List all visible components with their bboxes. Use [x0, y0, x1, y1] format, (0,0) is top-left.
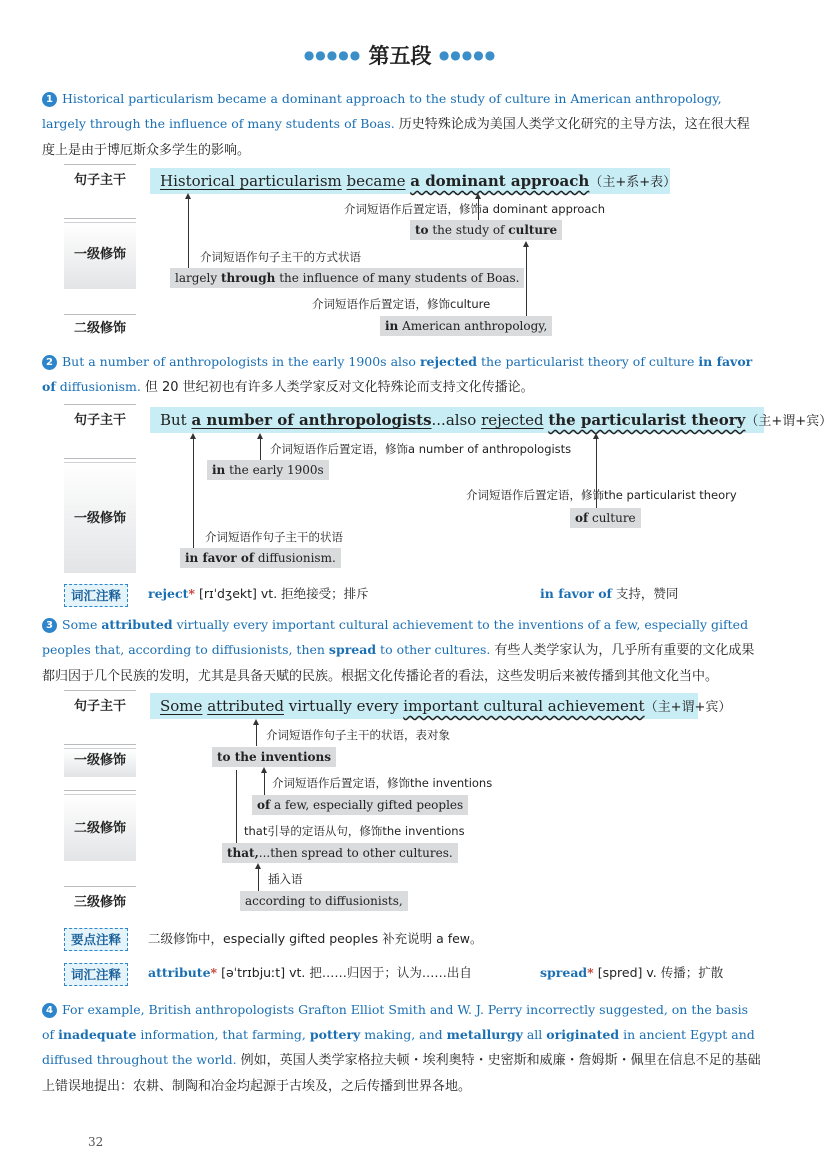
box-keyword: of [575, 511, 589, 525]
box-keyword: in [212, 463, 226, 477]
arrow-icon [253, 719, 259, 725]
modifier-box-c [180, 548, 341, 568]
vocab-phonetic: [əˈtrɪbjuːt] [221, 965, 286, 980]
paragraph-translation: 历史特殊论成为美国人类学文化研究的主导方法，这在很大程度上是由于博厄斯众多学生的影响。 [42, 117, 750, 158]
label-divider [64, 886, 136, 887]
vocab-definition: 支持，赞同 [615, 586, 679, 601]
note-a: 介词短语作后置定语，修饰a number of anthropologists [270, 442, 572, 456]
vocab-definition: v. 传播；扩散 [646, 965, 724, 980]
vocab-phonetic: [rɪˈdʒekt] [198, 586, 257, 601]
paragraph-english: in ancient Egypt and diffused throughout the world. [42, 1027, 755, 1067]
note-c: that引导的定语从句，修饰the inventions [244, 824, 465, 838]
note-b: 介词短语作句子主干的方式状语 [200, 250, 361, 264]
vocab-definition: vt. 把……归因于；认为……出自 [289, 965, 472, 980]
paragraph-number: 3 [42, 618, 57, 633]
paragraph-number: 1 [42, 92, 57, 107]
arrow-icon [475, 193, 481, 199]
main-verb: became [346, 172, 406, 190]
box-text: the influence of many students of Boas. [275, 271, 520, 285]
paragraph-english: to other cultures. [376, 642, 495, 657]
box-keyword: that, [227, 846, 259, 860]
box-keyword: to [415, 223, 429, 237]
vocab-entry-spread [540, 963, 723, 983]
note-b: 介词短语作后置定语，修饰the inventions [272, 776, 493, 790]
vocab-word: reject [148, 586, 189, 601]
note-c: 介词短语作句子主干的状语 [205, 530, 343, 544]
arrow-icon [255, 863, 261, 869]
modifier-box-a [207, 460, 329, 480]
arrow-icon [185, 193, 191, 199]
main-clause [160, 693, 731, 721]
label-level-1: 一级修饰 [73, 753, 126, 768]
main-structure-note: （主+谓+宾） [644, 700, 732, 715]
label-main-clause: 句子主干 [73, 699, 126, 714]
label-divider [64, 458, 136, 459]
keypoint-tag: 要点注释 [64, 928, 128, 951]
box-text: American anthropology, [398, 319, 548, 333]
main-clause [160, 168, 676, 196]
vocab-keyword: rejected [419, 354, 478, 369]
star-icon: * [188, 586, 195, 601]
box-text: the study of [428, 223, 509, 237]
vocab-tag: 词汇注释 [64, 963, 128, 986]
box-text: diffusionism. [254, 551, 336, 565]
label-main-clause: 句子主干 [73, 413, 126, 428]
paragraph-1 [42, 86, 762, 163]
box-text: largely [175, 271, 221, 285]
paragraph-translation: 但 20 世纪初也有许多人类学家反对文化特殊论而支持文化传播论。 [144, 380, 534, 395]
main-text: virtually every [283, 697, 404, 715]
paragraph-4 [42, 997, 762, 1099]
connector-line [236, 770, 237, 844]
connector-line [264, 770, 265, 796]
star-icon: * [587, 965, 594, 980]
label-divider [64, 404, 136, 405]
note-a: 介词短语作后置定语，修饰a dominant approach [344, 202, 606, 216]
paragraph-translation: 例如，英国人类学家格拉夫顿・埃利奥特・史密斯和威廉・詹姆斯・佩里在信息不足的基础上错误地提出：农耕、制陶和冶金均起源于古埃及，之后传播到世界各地。 [42, 1053, 761, 1094]
vocab-entry-in-favor-of [540, 584, 678, 604]
label-level-1: 一级修饰 [73, 511, 126, 526]
label-divider [64, 164, 136, 165]
title-dots-right: ●●●●● [438, 48, 497, 62]
vocab-keyword: originated [546, 1027, 620, 1042]
paragraph-english: diffusionism. [55, 379, 145, 394]
box-keyword: culture [508, 223, 558, 237]
box-text: the early 1900s [225, 463, 324, 477]
note-b: 介词短语作后置定语，修饰the particularist theory [466, 488, 737, 502]
main-subject: a number of anthropologists [191, 411, 432, 429]
label-divider [64, 790, 136, 791]
main-clause [160, 407, 832, 435]
vocab-phonetic: [spred] [597, 965, 643, 980]
label-divider [64, 690, 136, 691]
paragraph-3 [42, 612, 762, 689]
keypoint-text: 二级修饰中，especially gifted peoples 补充说明 a few。 [148, 931, 483, 946]
arrow-icon [190, 433, 196, 439]
modifier-box-a: to the inventions [212, 747, 336, 767]
vocab-word: spread [540, 965, 588, 980]
main-structure-note: （主+谓+宾） [745, 414, 832, 429]
label-divider [64, 218, 136, 219]
vocab-definition: vt. 拒绝接受；排斥 [260, 586, 369, 601]
label-level-1: 一级修饰 [73, 247, 126, 262]
modifier-box-c [380, 316, 552, 336]
modifier-box-d: according to diffusionists, [240, 891, 408, 911]
modifier-box-b [252, 795, 468, 815]
vocab-word: attribute [148, 965, 211, 980]
box-keyword: in favor of [185, 551, 255, 565]
vocab-keyword: inadequate [58, 1027, 137, 1042]
paragraph-english: the particularist theory of culture [477, 354, 699, 369]
main-verb: attributed [207, 697, 284, 715]
title-dots-left: ●●●●● [303, 48, 362, 62]
vocab-keyword: pottery [309, 1027, 361, 1042]
paragraph-translation: 有些人类学家认为，几乎所有重要的文化成果都归因于几个民族的发明，尤其是具备天赋的民族。根据文化传播论者的看法，这些发明后来被传播到其他文化当中。 [42, 643, 755, 684]
section-title [0, 40, 800, 70]
vocab-keyword: in favor of [42, 354, 753, 394]
modifier-box-b [570, 508, 641, 528]
label-level-3: 三级修饰 [73, 895, 126, 910]
vocab-keyword: metallurgy [446, 1027, 523, 1042]
connector-line [193, 436, 194, 548]
box-text: a few, especially gifted peoples [270, 798, 464, 812]
vocab-keyword: spread [328, 642, 377, 657]
box-keyword: through [220, 271, 276, 285]
title-text: 第五段 [368, 43, 432, 68]
connector-line [526, 244, 527, 316]
note-c: 介词短语作后置定语，修饰culture [312, 297, 491, 311]
paragraph-number: 2 [42, 355, 57, 370]
paragraph-number: 4 [42, 1003, 57, 1018]
main-text: But [160, 411, 192, 429]
main-subject: Historical particularism [160, 172, 342, 190]
connector-line [260, 436, 261, 460]
paragraph-english: making, and [360, 1027, 447, 1042]
main-subject: Some [160, 697, 203, 715]
paragraph-english: Some [62, 617, 102, 632]
paragraph-english: virtually every important cultural achievement to the inventions of a few, especially gifted peoples that, according to diffusionists, then [42, 617, 749, 657]
note-d: 插入语 [268, 872, 303, 886]
main-verb: rejected [481, 411, 544, 429]
vocab-entry-reject [148, 584, 369, 604]
arrow-icon [261, 767, 267, 773]
vocab-keyword: attributed [101, 617, 173, 632]
paragraph-english: But a number of anthropologists in the early 1900s also [62, 354, 420, 369]
modifier-box-c [222, 843, 458, 863]
label-level-2: 二级修饰 [73, 821, 126, 836]
connector-line [256, 722, 257, 746]
vocab-entry-attribute [148, 963, 472, 983]
page-number: 32 [88, 1135, 104, 1149]
box-keyword: in [385, 319, 399, 333]
paragraph-english: information, that farming, [136, 1027, 310, 1042]
label-main-clause: 句子主干 [73, 173, 126, 188]
note-a: 介词短语作句子主干的状语，表对象 [266, 728, 450, 742]
modifier-box-a [410, 220, 562, 240]
star-icon: * [210, 965, 218, 980]
arrow-icon [257, 433, 263, 439]
paragraph-2 [42, 349, 762, 400]
main-text: ...also [431, 411, 482, 429]
box-text: ...then spread to other cultures. [258, 846, 453, 860]
paragraph-english: Historical particularism became a dominant approach to the study of culture in American anthropology, largely through the influence of many students of Boas. [42, 91, 722, 131]
arrow-icon [593, 433, 599, 439]
paragraph-english: For example, British anthropologists Grafton Elliot Smith and W. J. Perry incorrectly suggested, on the basis of [42, 1002, 749, 1042]
label-divider [64, 314, 136, 315]
main-object: important cultural achievement [403, 697, 645, 715]
arrow-icon [523, 241, 529, 247]
main-object: a dominant approach [410, 172, 590, 190]
connector-line [188, 196, 189, 268]
modifier-box-b [170, 268, 524, 288]
connector-line [258, 866, 259, 892]
main-structure-note: （主+系+表） [589, 175, 677, 190]
main-object: the particularist theory [548, 411, 746, 429]
vocab-tag: 词汇注释 [64, 584, 128, 607]
box-keyword: of [257, 798, 271, 812]
vocab-word: in favor of [540, 586, 612, 601]
label-divider [64, 744, 136, 745]
paragraph-english: all [522, 1027, 547, 1042]
label-level-2: 二级修饰 [73, 321, 126, 336]
box-text: culture [588, 511, 636, 525]
